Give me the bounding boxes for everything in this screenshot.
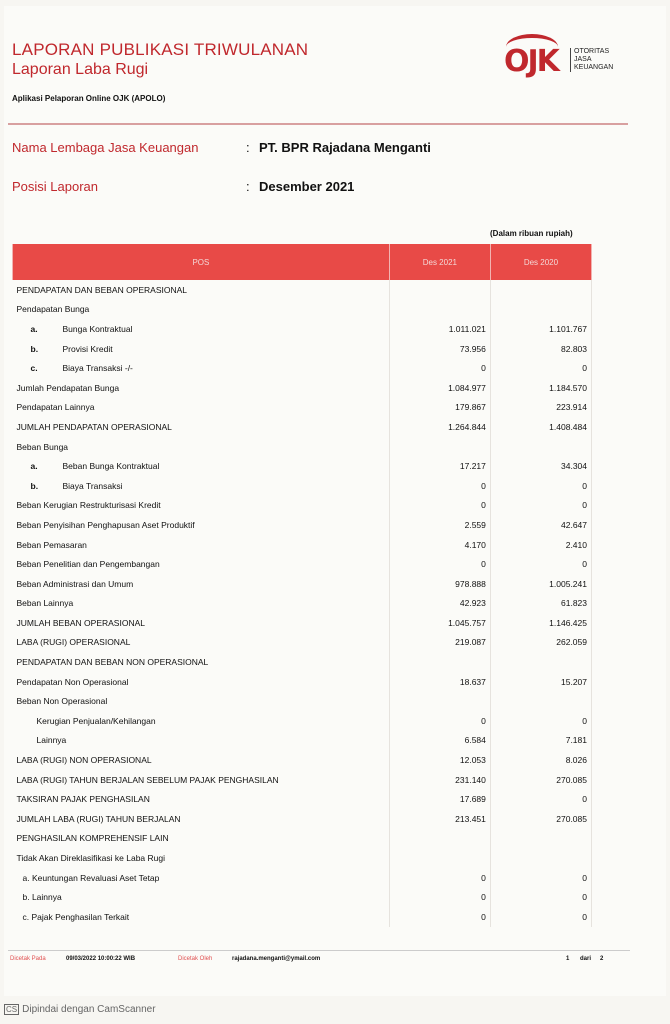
row-label: Lainnya — [36, 735, 67, 746]
table-row — [13, 476, 592, 496]
table-row — [13, 809, 592, 829]
value-2021: 219.087 — [389, 633, 490, 653]
value-2020: 0 — [490, 554, 591, 574]
row-label-cell — [13, 300, 390, 320]
row-label: Beban Administrasi dan Umum — [16, 578, 134, 589]
table-row — [13, 300, 592, 320]
value-2021: 12.053 — [389, 750, 490, 770]
period-value: Desember 2021 — [259, 179, 355, 194]
row-label: Provisi Kredit — [62, 343, 113, 354]
row-label-cell — [13, 456, 390, 476]
value-2021: 4.170 — [389, 535, 490, 555]
row-label-cell — [13, 554, 390, 574]
table-row — [13, 339, 592, 359]
row-label-cell — [13, 437, 390, 457]
table-row — [13, 280, 592, 300]
value-2020: 8.026 — [490, 750, 591, 770]
table-row — [13, 907, 592, 927]
value-2021: 6.584 — [389, 731, 490, 751]
row-label: PENDAPATAN DAN BEBAN NON OPERASIONAL — [16, 657, 209, 668]
app-name: Aplikasi Pelaporan Online OJK (APOLO) — [12, 94, 166, 103]
value-2021: 0 — [389, 907, 490, 927]
footer-divider — [8, 950, 630, 951]
logo-text — [570, 48, 613, 72]
col-header-2020: Des 2020 — [490, 244, 591, 280]
table-row — [13, 398, 592, 418]
table-row — [13, 731, 592, 751]
value-2020: 1.146.425 — [490, 613, 591, 633]
row-label: JUMLAH PENDAPATAN OPERASIONAL — [16, 421, 172, 432]
value-2021 — [389, 652, 490, 672]
table-row — [13, 652, 592, 672]
table-header-row — [13, 244, 592, 280]
row-label: Beban Kerugian Restrukturisasi Kredit — [16, 500, 161, 511]
value-2021 — [389, 848, 490, 868]
value-2021: 1.264.844 — [389, 417, 490, 437]
printed-by-value: rajadana.menganti@ymail.com — [232, 956, 321, 962]
scanner-watermark — [4, 1004, 156, 1015]
printed-by-label: Dicetak Oleh — [178, 956, 213, 962]
col-header-pos: POS — [13, 244, 390, 280]
row-label: b. Lainnya — [22, 892, 62, 903]
value-2021: 1.011.021 — [389, 319, 490, 339]
table-row — [13, 437, 592, 457]
value-2020: 1.184.570 — [490, 378, 591, 398]
table-row — [13, 868, 592, 888]
currency-note: (Dalam ribuan rupiah) — [490, 229, 573, 238]
value-2020 — [490, 280, 591, 300]
row-label: JUMLAH BEBAN OPERASIONAL — [16, 617, 145, 628]
row-label: Beban Lainnya — [16, 598, 74, 609]
table-row — [13, 358, 592, 378]
row-label-cell — [13, 691, 390, 711]
value-2021: 0 — [389, 887, 490, 907]
row-label: Jumlah Pendapatan Bunga — [16, 382, 120, 393]
row-label-cell — [13, 672, 390, 692]
printed-value: 09/03/2022 10:00:22 WIB — [66, 956, 136, 962]
table-row — [13, 456, 592, 476]
report-subtitle: Laporan Laba Rugi — [12, 61, 149, 78]
value-2021 — [389, 829, 490, 849]
table-row — [13, 417, 592, 437]
row-label: Bunga Kontraktual — [62, 323, 133, 334]
value-2020: 270.085 — [490, 809, 591, 829]
table-row — [13, 829, 592, 849]
income-statement-table — [12, 244, 592, 927]
logo-text-line: KEUANGAN — [574, 64, 614, 71]
value-2020: 270.085 — [490, 770, 591, 790]
table-row — [13, 594, 592, 614]
row-label: Beban Bunga — [16, 441, 69, 452]
period-colon: : — [246, 179, 250, 194]
value-2021: 1.084.977 — [389, 378, 490, 398]
row-label-cell — [13, 319, 390, 339]
row-label: Biaya Transaksi — [62, 480, 123, 491]
row-label: PENDAPATAN DAN BEBAN OPERASIONAL — [16, 284, 188, 295]
row-letter: b. — [30, 343, 39, 354]
value-2020 — [490, 437, 591, 457]
table-row — [13, 770, 592, 790]
row-label: Pendapatan Bunga — [16, 304, 90, 315]
table-row — [13, 789, 592, 809]
table-row — [13, 554, 592, 574]
row-label-cell — [13, 417, 390, 437]
value-2021 — [389, 300, 490, 320]
row-label-cell — [13, 633, 390, 653]
row-label-cell — [13, 496, 390, 516]
row-label: TAKSIRAN PAJAK PENGHASILAN — [16, 794, 150, 805]
row-label-cell — [13, 868, 390, 888]
row-label-cell — [13, 339, 390, 359]
period-label: Posisi Laporan — [12, 179, 98, 194]
row-label-cell — [13, 789, 390, 809]
value-2021 — [389, 280, 490, 300]
row-label-cell — [13, 358, 390, 378]
value-2020: 1.005.241 — [490, 574, 591, 594]
row-label-cell — [13, 574, 390, 594]
table-row — [13, 515, 592, 535]
page-total: 2 — [600, 956, 604, 962]
value-2020: 0 — [490, 887, 591, 907]
table-row — [13, 496, 592, 516]
table-row — [13, 848, 592, 868]
ojk-logo — [504, 34, 644, 84]
row-label-cell — [13, 594, 390, 614]
value-2021: 18.637 — [389, 672, 490, 692]
value-2020: 0 — [490, 496, 591, 516]
row-label-cell — [13, 280, 390, 300]
value-2020 — [490, 300, 591, 320]
institution-value: PT. BPR Rajadana Menganti — [259, 140, 431, 155]
row-label: Beban Bunga Kontraktual — [62, 461, 160, 472]
value-2020: 2.410 — [490, 535, 591, 555]
logo-mark: OJK — [504, 44, 558, 79]
value-2020: 0 — [490, 868, 591, 888]
page-number: 1 — [566, 956, 570, 962]
value-2020: 1.408.484 — [490, 417, 591, 437]
value-2020: 223.914 — [490, 398, 591, 418]
value-2020: 262.059 — [490, 633, 591, 653]
row-label: Beban Penyisihan Penghapusan Aset Produktif — [16, 519, 195, 530]
table-row — [13, 711, 592, 731]
value-2021: 73.956 — [389, 339, 490, 359]
scanner-text: Dipindai dengan CamScanner — [22, 1004, 156, 1015]
value-2020 — [490, 652, 591, 672]
value-2020: 0 — [490, 358, 591, 378]
table-row — [13, 691, 592, 711]
row-label: LABA (RUGI) TAHUN BERJALAN SEBELUM PAJAK PENGHASILAN — [16, 774, 279, 785]
value-2021: 231.140 — [389, 770, 490, 790]
value-2020: 34.304 — [490, 456, 591, 476]
row-label: a. Keuntungan Revaluasi Aset Tetap — [22, 872, 160, 883]
row-label: JUMLAH LABA (RUGI) TAHUN BERJALAN — [16, 813, 181, 824]
row-label: Beban Pemasaran — [16, 539, 87, 550]
value-2021: 2.559 — [389, 515, 490, 535]
institution-colon: : — [246, 140, 250, 155]
value-2020: 0 — [490, 711, 591, 731]
header-divider — [8, 123, 628, 125]
row-label: LABA (RUGI) OPERASIONAL — [16, 637, 131, 648]
value-2021: 0 — [389, 711, 490, 731]
row-label-cell — [13, 476, 390, 496]
logo-text-line: OTORITAS — [574, 48, 610, 55]
value-2021: 0 — [389, 868, 490, 888]
row-letter: a. — [30, 461, 38, 472]
value-2021: 0 — [389, 358, 490, 378]
row-label-cell — [13, 515, 390, 535]
row-label-cell — [13, 770, 390, 790]
row-label: Pendapatan Lainnya — [16, 402, 95, 413]
value-2020: 0 — [490, 789, 591, 809]
table-row — [13, 574, 592, 594]
value-2021: 17.689 — [389, 789, 490, 809]
row-letter: b. — [30, 480, 39, 491]
row-letter: a. — [30, 323, 38, 334]
row-label-cell — [13, 848, 390, 868]
value-2020 — [490, 848, 591, 868]
row-label: PENGHASILAN KOMPREHENSIF LAIN — [16, 833, 169, 844]
report-title: LAPORAN PUBLIKASI TRIWULANAN — [12, 40, 309, 59]
table-row — [13, 378, 592, 398]
value-2021: 17.217 — [389, 456, 490, 476]
table-row — [13, 319, 592, 339]
row-label-cell — [13, 829, 390, 849]
value-2020: 1.101.767 — [490, 319, 591, 339]
table-row — [13, 613, 592, 633]
value-2020: 0 — [490, 907, 591, 927]
value-2020: 7.181 — [490, 731, 591, 751]
row-label-cell — [13, 398, 390, 418]
value-2021: 42.923 — [389, 594, 490, 614]
row-label-cell — [13, 613, 390, 633]
row-label: c. Pajak Penghasilan Terkait — [22, 911, 130, 922]
row-label: Pendapatan Non Operasional — [16, 676, 129, 687]
row-label: Kerugian Penjualan/Kehilangan — [36, 715, 156, 726]
value-2021: 1.045.757 — [389, 613, 490, 633]
row-label-cell — [13, 887, 390, 907]
row-label-cell — [13, 652, 390, 672]
report-page — [4, 6, 666, 996]
value-2021: 179.867 — [389, 398, 490, 418]
col-header-2021: Des 2021 — [389, 244, 490, 280]
row-letter: c. — [30, 363, 38, 374]
logo-text-line: JASA — [574, 56, 592, 63]
value-2021: 0 — [389, 476, 490, 496]
row-label-cell — [13, 711, 390, 731]
camscanner-icon: CS — [6, 1005, 18, 1014]
table-row — [13, 672, 592, 692]
value-2020: 42.647 — [490, 515, 591, 535]
value-2020 — [490, 829, 591, 849]
row-label-cell — [13, 535, 390, 555]
value-2021: 0 — [389, 554, 490, 574]
row-label-cell — [13, 731, 390, 751]
value-2021: 978.888 — [389, 574, 490, 594]
table-row — [13, 535, 592, 555]
row-label-cell — [13, 750, 390, 770]
row-label: LABA (RUGI) NON OPERASIONAL — [16, 755, 152, 766]
value-2020: 15.207 — [490, 672, 591, 692]
value-2021 — [389, 691, 490, 711]
row-label: Beban Non Operasional — [16, 696, 108, 707]
row-label: Beban Penelitian dan Pengembangan — [16, 559, 160, 570]
value-2021 — [389, 437, 490, 457]
table-row — [13, 887, 592, 907]
value-2021: 213.451 — [389, 809, 490, 829]
value-2020: 82.803 — [490, 339, 591, 359]
value-2020: 0 — [490, 476, 591, 496]
value-2020: 61.823 — [490, 594, 591, 614]
row-label-cell — [13, 378, 390, 398]
value-2021: 0 — [389, 496, 490, 516]
page-of: dari — [580, 956, 592, 962]
row-label-cell — [13, 907, 390, 927]
table-row — [13, 750, 592, 770]
institution-label: Nama Lembaga Jasa Keuangan — [12, 140, 199, 155]
printed-label: Dicetak Pada — [10, 956, 46, 962]
row-label: Tidak Akan Direklasifikasi ke Laba Rugi — [16, 853, 166, 864]
value-2020 — [490, 691, 591, 711]
row-label-cell — [13, 809, 390, 829]
row-label: Biaya Transaksi -/- — [62, 363, 133, 374]
table-row — [13, 633, 592, 653]
